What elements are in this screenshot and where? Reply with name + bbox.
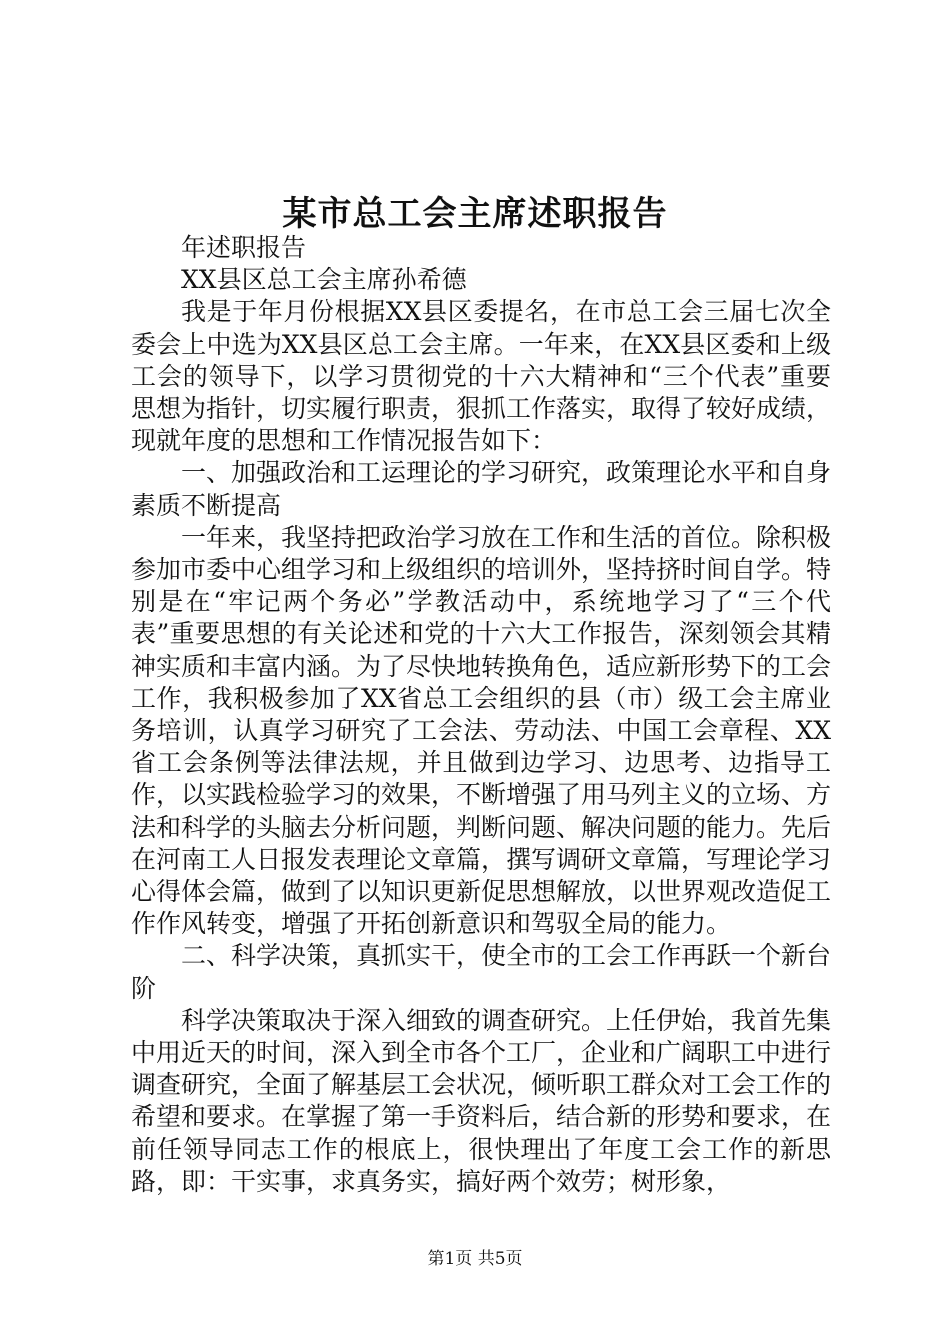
paragraph-section-1: 一年来，我坚持把政治学习放在工作和生活的首位。除积极参加市委中心组学习和上级组织的培训外，坚持挤时间自学。特别是在“牢记两个务必”学教活动中，系统地学习了“三个代表”重要思想的有关论述和党的十六大工作报告，深刻领会其精神实质和丰富内涵。为了尽快地转换角色，适应新形势下的工会工作，我积极参加了XX省总工会组织的县（市）级工会主席业务培训，认真学习研究了工会法、劳动法、中国工会章程、XX省工会条例等法律法规，并且做到边学习、边思考、边指导工作，以实践检验学习的效果，不断增强了用马列主义的立场、方法和科学的头脑去分析问题，判断问题、解决问题的能力。先后在河南工人日报发表理论文章篇，撰写调研文章篇，写理论学习心得体会篇，做到了以知识更新促思想解放，以世界观改造促工作作风转变，增强了开拓创新意识和驾驭全局的能力。 [131, 522, 832, 939]
section-heading-1: 一、加强政治和工运理论的学习研究，政策理论水平和自身素质不断提高 [131, 458, 832, 520]
paragraph-report-heading: 年述职报告 [181, 233, 307, 262]
document-body [131, 232, 831, 1198]
document-title: 某市总工会主席述职报告 [282, 194, 668, 234]
paragraph-section-2: 科学决策取决于深入细致的调查研究。上任伊始，我首先集中用近天的时间，深入到全市各个工厂，企业和广阔职工中进行调查研究，全面了解基层工会状况，倾听职工群众对工会工作的希望和要求。在掌握了第一手资料后，结合新的形势和要求，在前任领导同志工作的根底上，很快理出了年度工会工作的新思路，即：干实事，求真务实，搞好两个效劳；树形象， [131, 1005, 832, 1196]
section-heading-2: 二、科学决策，真抓实干，使全市的工会工作再跃一个新台阶 [131, 941, 832, 1003]
paragraph-intro: 我是于年月份根据XX县区委提名，在市总工会三届七次全委会上中选为XX县区总工会主席。一年来，在XX县区委和上级工会的领导下，以学习贯彻党的十六大精神和“三个代表”重要思想为指针，切实履行职责，狠抓工作落实，取得了较好成绩，现就年度的思想和工作情况报告如下： [131, 297, 832, 456]
paragraph-author: XX县区总工会主席孙希德 [181, 265, 467, 295]
page-footer: 第1页 共5页 [427, 1249, 523, 1269]
